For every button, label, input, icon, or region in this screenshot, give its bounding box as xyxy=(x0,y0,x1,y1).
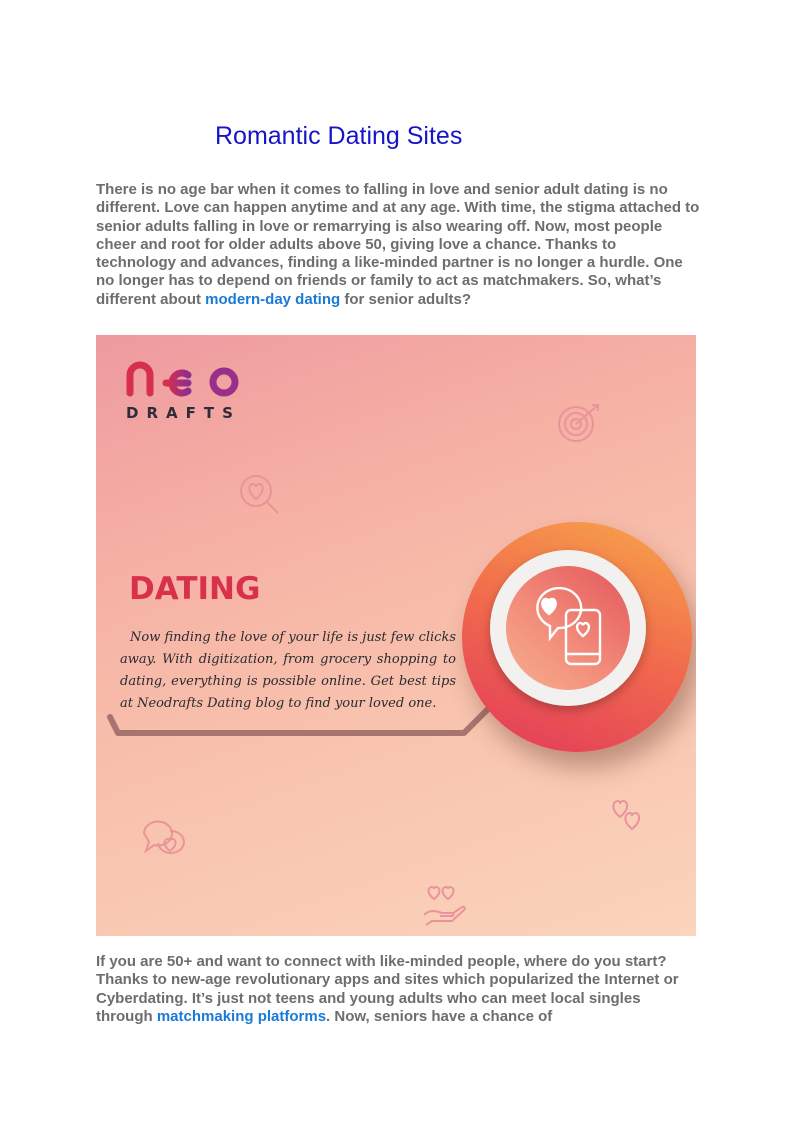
modern-day-dating-link[interactable]: modern-day dating xyxy=(205,290,341,308)
second-text-end: . Now, seniors have a chance of xyxy=(326,1007,553,1025)
intro-text-end: for senior adults? xyxy=(340,290,472,308)
second-text: If you are 50+ and want to connect with like-minded people, where do you start? Thanks to new-age revolutionary apps and sites which popularized the Internet or Cyberdating. It’s just not teens and young adults who can meet local singles through xyxy=(96,953,679,1025)
banner-heading: DATING xyxy=(129,571,261,607)
second-paragraph xyxy=(96,953,700,1026)
banner-body-text: Now finding the love of your life is just few clicks away. With digitization, from grocery shopping to dating, everything is possible online. Get best tips at Neodrafts Dating blog to find your loved one. xyxy=(120,630,456,711)
matchmaking-platforms-link[interactable]: matchmaking platforms xyxy=(156,1007,327,1025)
intro-paragraph xyxy=(96,181,700,309)
heart-chat-phone-icon xyxy=(506,566,630,690)
dating-banner-image xyxy=(96,335,696,936)
logo-wordmark: DRAFTS xyxy=(126,404,241,422)
intro-text: There is no age bar when it comes to falling in love and senior adult dating is no different. Love can happen anytime and at any age. With time, the stigma attached to senior adults falling in love or remarrying is also wearing off. Now, most people cheer and root for older adults above 50, giving love a chance. Thanks to technology and advances, finding a like-minded partner is no longer a hurdle. One no longer has to depend on friends or family to act as matchmakers. So, what’s different about xyxy=(96,181,700,308)
page-title: Romantic Dating Sites xyxy=(215,122,463,150)
